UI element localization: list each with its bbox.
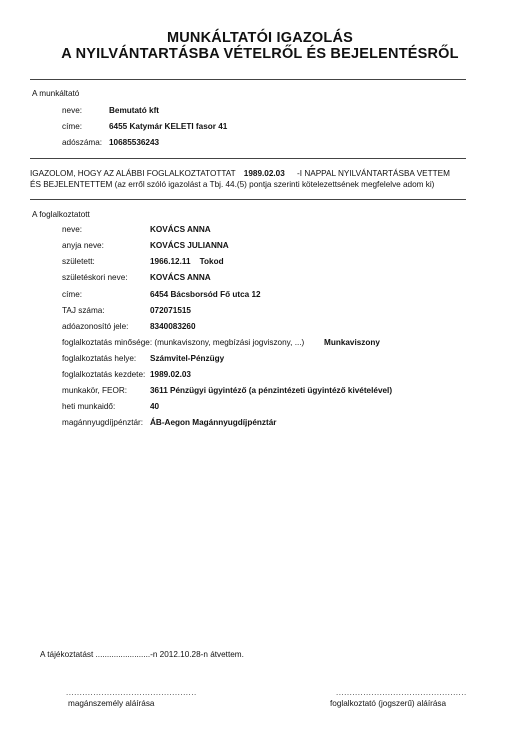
pension-fund-value: ÁB-Aegon Magánnyugdíjpénztár [150,418,277,427]
weekly-hours-label: heti munkaidő: [62,402,116,411]
birth-label: született: [62,257,95,266]
position-feor-value: 3611 Pénzügyi ügyintéző (a pénzintézeti ügyintéző kivételével) [150,386,393,395]
pension-fund-label: magánnyugdíjpénztár: [62,418,144,427]
employer-name-label: neve: [62,106,83,115]
certification-date: 1989.02.03 [243,169,285,178]
employee-address-label: címe: [62,290,83,299]
employer-tax-value: 10685536243 [109,138,160,147]
employment-type-label: foglalkoztatás minősége: (munkaviszony, megbízási jogviszony, ...) [62,338,305,347]
employer-name-value: Bemutató kft [109,106,160,115]
birth-name-label: születéskori neve: [62,273,128,282]
document-title: MUNKÁLTATÓI IGAZOLÁS [166,30,354,46]
employer-address-value: 6455 Katymár KELETI fasor 41 [109,122,228,131]
taj-value: 072071515 [150,306,191,315]
mother-name-label: anyja neve: [62,241,104,250]
employment-type-value: Munkaviszony [324,338,380,347]
start-date-value: 1989.02.03 [150,370,191,379]
employer-address-label: címe: [62,122,83,131]
acknowledgement-text: A tájékoztatást ........................-n 2012.10.28-n átvettem. [40,650,244,659]
certification-line-2: ÉS BEJELENTETTEM (az erről szóló igazolást a Tbj. 44.(5) pontja szerinti kötelezettsének megfelelve adom ki) [30,180,435,189]
employee-name-value: KOVÁCS ANNA [150,225,211,234]
start-date-label: foglalkoztatás kezdete: [62,370,146,379]
certification-line-1 [30,168,470,179]
tax-id-label: adóazonosító jele: [62,322,129,331]
certification-prefix: IGAZOLOM, HOGY AZ ALÁBBI FOGLALKOZTATOTTAT [30,169,236,178]
employee-section-label: A foglalkoztatott [32,210,90,219]
certification-statement [30,168,470,190]
certification-suffix: -I NAPPAL NYILVÁNTARTÁSBA VETTEM [297,169,450,178]
divider [30,158,466,159]
position-feor-label: munkakör, FEOR: [62,386,128,395]
employee-address-value: 6454 Bácsborsód Fő utca 12 [150,290,261,299]
weekly-hours-value: 40 [150,402,160,411]
employer-signature-line: ................................................ [336,688,467,697]
divider [30,79,466,80]
tax-id-value: 8340083260 [150,322,196,331]
mother-name-value: KOVÁCS JULIANNA [150,241,229,250]
workplace-label: foglalkoztatás helye: [62,354,137,363]
divider [30,199,466,200]
birth-name-value: KOVÁCS ANNA [150,273,211,282]
birth-value: 1966.12.11 Tokod [150,257,224,266]
employee-signature-line: ................................................ [66,688,197,697]
employer-section-label: A munkáltató [32,89,80,98]
employee-signature-label: magánszemély aláírása [68,699,155,708]
employee-name-label: neve: [62,225,83,234]
employer-signature-label: foglalkoztató (jogszerű) aláírása [330,699,447,708]
document-subtitle: A NYILVÁNTARTÁSBA VÉTELRŐL ÉS BEJELENTÉSRŐL [61,46,459,62]
workplace-value: Számvitel-Pénzügy [150,354,225,363]
taj-label: TAJ száma: [62,306,105,315]
employer-tax-label: adószáma: [62,138,103,147]
